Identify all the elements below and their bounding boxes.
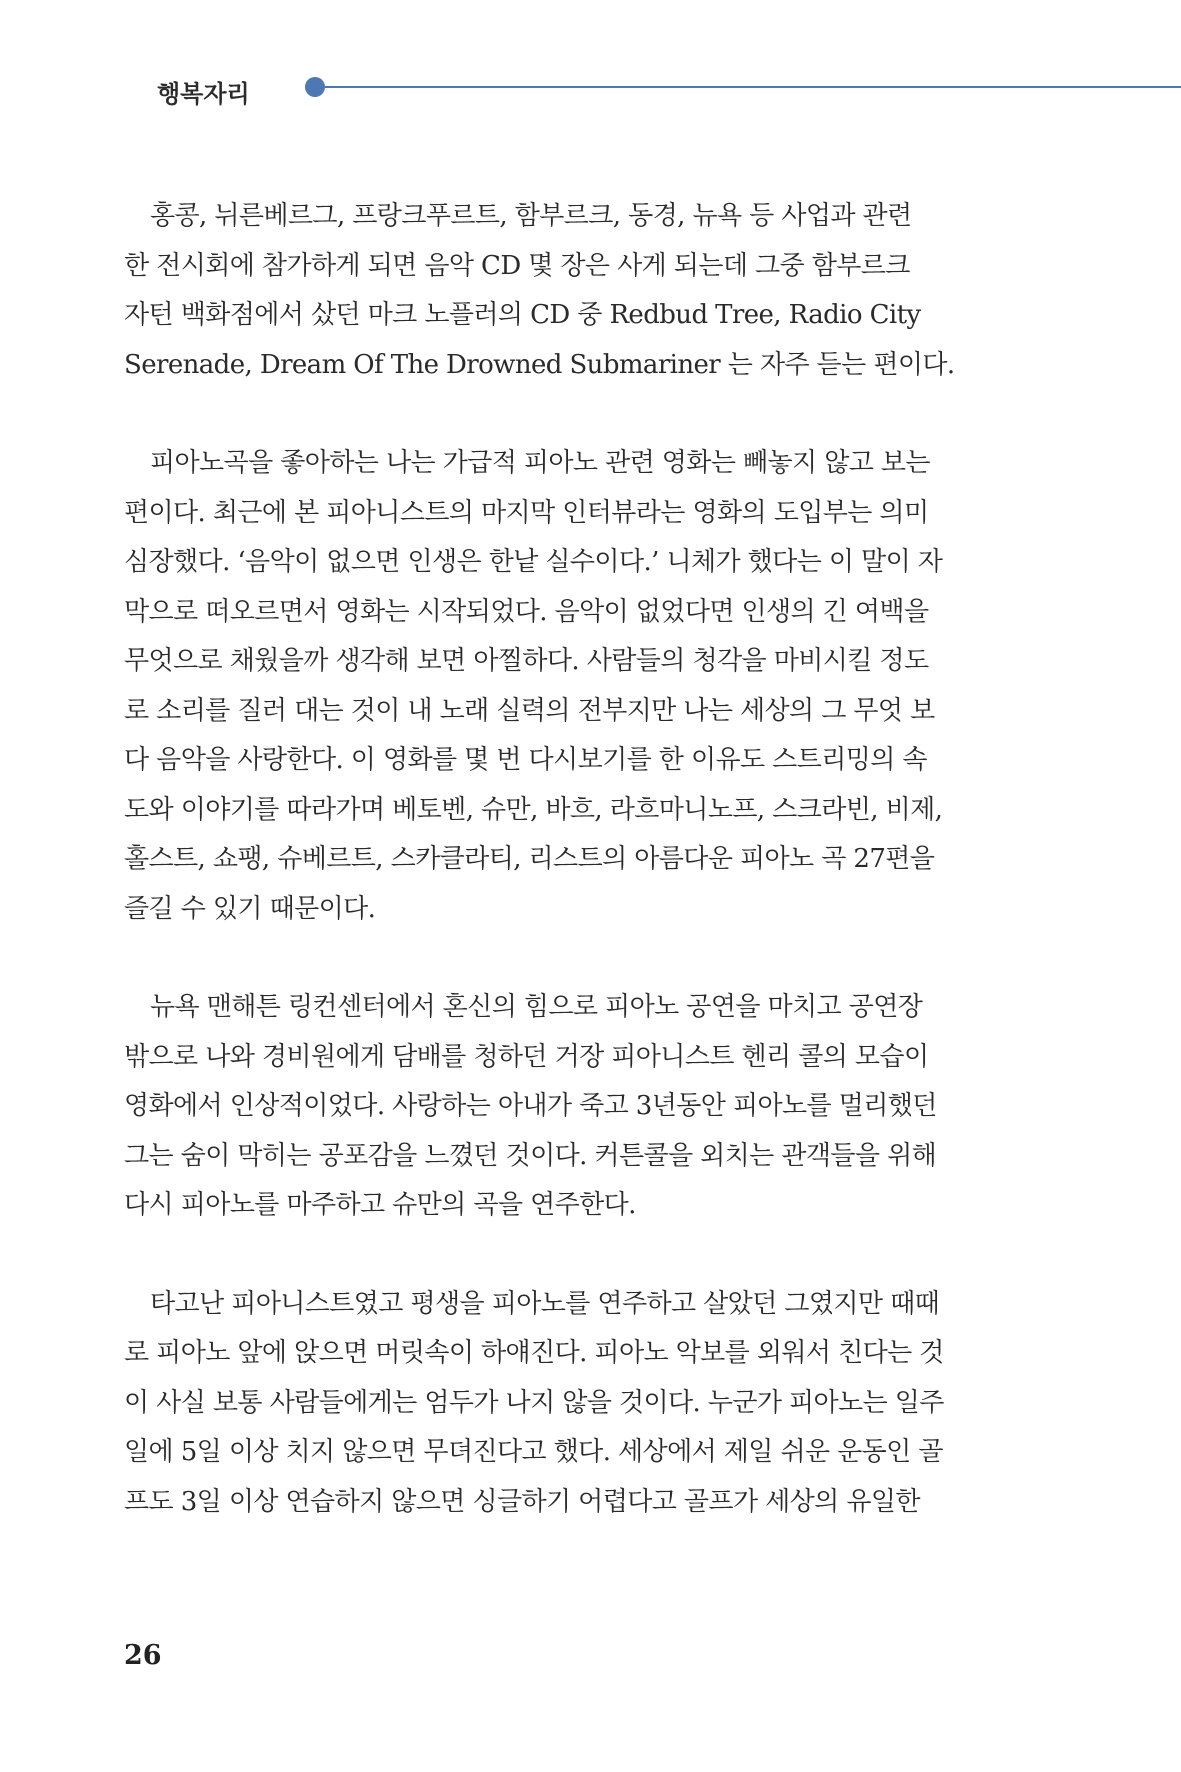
- header-rule: [318, 86, 1181, 88]
- text-line: 밖으로 나와 경비원에게 담배를 청하던 거장 피아니스트 헨리 콜의 모습이: [124, 1041, 929, 1072]
- text-line: 로 피아노 앞에 앉으면 머릿속이 하얘진다. 피아노 악보를 외워서 친다는 것: [124, 1338, 944, 1368]
- text-line: Serenade, Dream Of The Drowned Submariner 는 자주 듣는 편이다.: [124, 349, 955, 380]
- text-line: 다 음악을 사랑한다. 이 영화를 몇 번 다시보기를 한 이유도 스트리밍의 속: [124, 745, 927, 775]
- text-line: 홍콩, 뉘른베르그, 프랑크푸르트, 함부르크, 동경, 뉴욕 등 사업과 관련: [150, 201, 912, 231]
- text-line: 도와 이야기를 따라가며 베토벤, 슈만, 바흐, 라흐마니노프, 스크라빈, 비제,: [124, 794, 943, 825]
- text-line: 그는 숨이 막히는 공포감을 느꼈던 것이다. 커튼콜을 외치는 관객들을 위해: [124, 1140, 937, 1171]
- header-title: 행복자리: [157, 80, 250, 108]
- text-line: 자턴 백화점에서 샀던 마크 노플러의 CD 중 Redbud Tree, Radio City: [124, 300, 921, 330]
- paragraph-3: [124, 983, 984, 1231]
- text-line: 즐길 수 있기 때문이다.: [124, 893, 376, 924]
- text-line: 타고난 피아니스트였고 평생을 피아노를 연주하고 살았던 그였지만 때때: [150, 1288, 940, 1319]
- text-line: 영화에서 인상적이었다. 사랑하는 아내가 죽고 3년동안 피아노를 멀리했던: [124, 1091, 937, 1121]
- text-line: 다시 피아노를 마주하고 슈만의 곡을 연주한다.: [124, 1190, 636, 1220]
- text-line: 프도 3일 이상 연습하지 않으면 싱글하기 어렵다고 골프가 세상의 유일한: [124, 1486, 920, 1517]
- text-line: 일에 5일 이상 치지 않으면 무뎌진다고 했다. 세상에서 제일 쉬운 운동인 골: [124, 1437, 943, 1467]
- running-header: [0, 66, 1181, 116]
- text-line: 한 전시회에 참가하게 되면 음악 CD 몇 장은 사게 되는데 그중 함부르크: [124, 250, 910, 281]
- header-dot-icon: [305, 77, 325, 97]
- text-line: 무엇으로 채웠을까 생각해 보면 아찔하다. 사람들의 청각을 마비시킬 정도: [124, 646, 929, 676]
- paragraph-1: [124, 192, 984, 390]
- text-line: 심장했다. ‘음악이 없으면 인생은 한낱 실수이다.’ 니체가 했다는 이 말이 자: [124, 547, 943, 577]
- text-line: 피아노곡을 좋아하는 나는 가급적 피아노 관련 영화는 빼놓지 않고 보는: [150, 448, 930, 478]
- text-line: 편이다. 최근에 본 피아니스트의 마지막 인터뷰라는 영화의 도입부는 의미: [124, 497, 929, 528]
- text-line: 뉴욕 맨해튼 링컨센터에서 혼신의 힘으로 피아노 공연을 마치고 공연장: [150, 992, 923, 1022]
- paragraph-2: [124, 439, 984, 934]
- page-number: 26: [124, 1640, 162, 1671]
- text-line: 홀스트, 쇼팽, 슈베르트, 스카클라티, 리스트의 아름다운 피아노 곡 27편을: [124, 844, 935, 874]
- text-line: 로 소리를 질러 대는 것이 내 노래 실력의 전부지만 나는 세상의 그 무엇 보: [124, 695, 935, 726]
- paragraph-4: [124, 1280, 984, 1528]
- text-line: 막으로 떠오르면서 영화는 시작되었다. 음악이 없었다면 인생의 긴 여백을: [124, 596, 929, 627]
- page-body: [124, 192, 984, 1576]
- text-line: 이 사실 보통 사람들에게는 엄두가 나지 않을 것이다. 누군가 피아노는 일주: [124, 1387, 944, 1418]
